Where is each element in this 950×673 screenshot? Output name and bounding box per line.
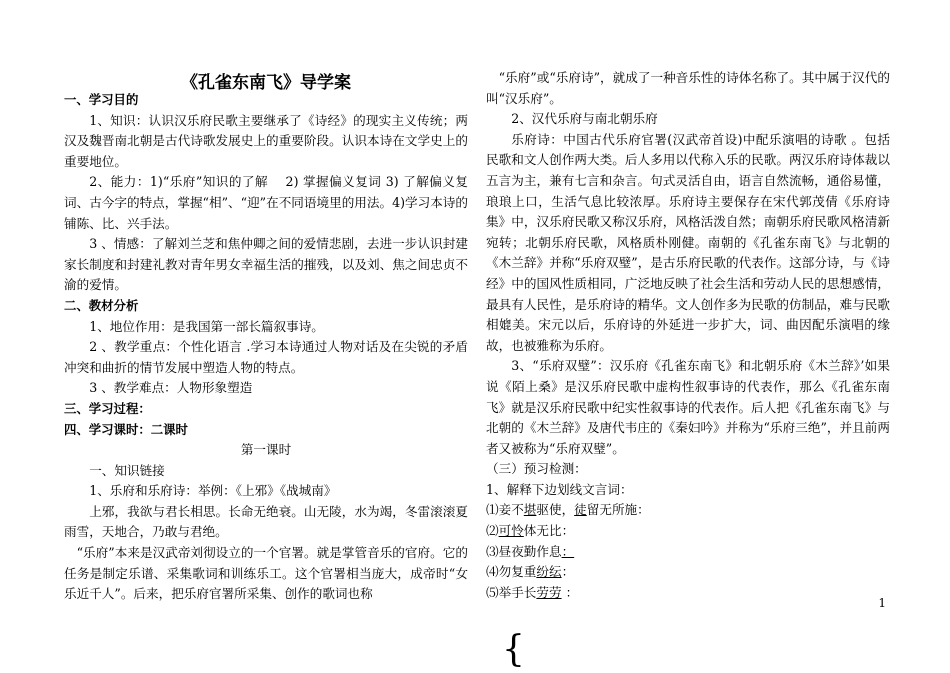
- yuefu-continued: “乐府”或“乐府诗”，就成了一种音乐性的诗体名称了。其中属于汉代的叫“汉乐府”。: [486, 70, 890, 106]
- exercise-text: ⑸: [486, 584, 499, 600]
- knowledge-yuefu-examples: 1、乐府和乐府诗：举例：《上邪》《战城南》: [89, 483, 337, 499]
- exercise-item: [486, 562, 890, 583]
- exercise-text: ：: [561, 584, 579, 600]
- section-heading-hours: 四、学习课时：二课时: [64, 421, 188, 437]
- underlined-word: 劳劳: [536, 584, 562, 600]
- lesson-one-heading: 第一课时: [240, 442, 292, 458]
- analysis-focus: 2 、教学重点：个性化语言 .学习本诗通过人物对话及在尖锐的矛盾冲突和曲折的情节发展中塑造人物的特点。: [64, 339, 468, 375]
- exercise-text: 勿复重: [498, 564, 537, 580]
- poem-shangye: 上邪，我欲与君长相思。长命无绝衰。山无陵，水为竭，冬雷滚滚夏雨雪，天地合，乃敢与君绝。: [64, 503, 468, 540]
- section-heading-goals: 一、学习目的: [64, 92, 139, 107]
- han-nanbei-heading: 2、汉代乐府与南北朝乐府: [511, 111, 658, 127]
- underlined-word: 纷纭: [536, 564, 562, 580]
- analysis-difficulty: 3 、教学难点：人物形象塑造: [89, 380, 253, 396]
- preview-check-heading: （三）预习检测：: [486, 461, 587, 477]
- page-title: 《孔雀东南飞》导学案: [181, 73, 351, 93]
- underlined-word: 可怜: [498, 523, 524, 539]
- section-heading-analysis: 二、教材分析: [64, 297, 139, 313]
- goal-emotion: 3 、情感：了解刘兰芝和焦仲卿之间的爱情悲剧，去进一步认识封建家长制度和封建礼教对青年男女幸福生活的摧残，以及刘、焦之间忠贞不渝的爱情。: [64, 236, 468, 293]
- exercise-text: 留无所施：: [586, 502, 650, 518]
- exercise-text: 昼夜勤作息: [498, 543, 562, 559]
- exercise-text: ⑷: [486, 564, 499, 580]
- yuefu-poetry-description: 乐府诗：中国古代乐府官署(汉武帝首设)中配乐演唱的诗歌 。包括民歌和文人创作两大类。后人多用以代称入乐的民歌。两汉乐府诗体裁以五言为主，兼有七言和杂言。句式灵活自由，语言自然流畅，通俗易懂，琅琅上口，生活气息比较浓厚。乐府诗主要保存在宋代郭茂倩《乐府诗集》中，汉乐府民歌又称汉乐府，风格活泼自然；南朝乐府民歌风格清新宛转；北朝乐府民歌，风格质朴刚健。南朝的《孔雀东南飞》与北朝的《木兰辞》并称“乐府双璧”，是古乐府民歌的代表作。这部分诗，与《诗经》中的国风性质相同，广泛地反映了社会生活和劳动人民的思想感情，最具有人民性，是乐府诗的精华。文人创作多为民歌的仿制品，难与民歌相媲美。宋元以后，乐府诗的外延进一步扩大，词、曲因配乐演唱的缘故，也被雅称为乐府。: [486, 131, 890, 353]
- exercise-list: [486, 500, 890, 603]
- right-column: [486, 0, 890, 603]
- goal-knowledge: 1、知识：认识汉乐府民歌主要继承了《诗经》的现实主义传统；两汉及魏晋南北朝是古代诗歌发展史上的重要阶段。认识本诗在文学史上的重要地位。: [64, 112, 468, 169]
- exercise-text: ⑵: [486, 523, 499, 539]
- exercise-text: 驱使，: [536, 502, 575, 518]
- exercise-instruction: 1、解释下边划线文言词：: [486, 481, 633, 497]
- underlined-word: 堪: [523, 502, 537, 518]
- exercise-text: 举手长: [498, 584, 537, 600]
- exercise-text: ：: [561, 564, 575, 580]
- exercise-item: [486, 500, 890, 521]
- exercise-text: 妾不: [498, 502, 524, 518]
- exercise-item: [486, 583, 890, 604]
- page-number: 1: [878, 596, 886, 610]
- yuefu-shuangbi: 3、“乐府双璧”：汉乐府《孔雀东南飞》和北朝乐府《木兰辞》’如果说《陌上桑》是汉乐府民歌中虚构性叙事诗的代表作，那么《孔雀东南飞》就是汉乐府民歌中纪实性叙事诗的代表作。后人把《孔雀东南飞》与北朝的《木兰辞》及唐代韦庄的《秦妇吟》并称为“乐府三绝”，并且前两者又被称为“乐府双璧”。: [486, 358, 890, 456]
- underlined-word: 徒: [574, 502, 587, 518]
- exercise-text: ⑶: [486, 543, 499, 559]
- exercise-item: [486, 521, 890, 542]
- left-column: [64, 0, 468, 605]
- analysis-role: 1、地位作用：是我国第一部长篇叙事诗。: [89, 318, 324, 334]
- knowledge-link-heading: 一、知识链接: [89, 462, 165, 478]
- underlined-word: ：: [561, 543, 575, 559]
- section-heading-process: 三、学习过程：: [64, 400, 151, 416]
- goal-ability: 2、能力：1)“乐府”知识的了解 2) 掌握偏义复词 3) 了解偏义复词、古今字的特点，掌握“相”、“迎”在不同语境里的用法。4)学习本诗的铺陈、比、兴手法。: [64, 174, 468, 231]
- brace-symbol: {: [502, 629, 525, 670]
- yuefu-intro: “乐府”本来是汉武帝刘彻设立的一个官署。就是掌管音乐的官府。它的任务是制定乐谱、采集歌词和训练乐工。这个官署相当庞大，成帝时“女乐近千人”。后来，把乐府官署所采集、创作的歌词也称: [64, 545, 468, 602]
- exercise-text: 体无比：: [523, 523, 575, 539]
- exercise-item: [486, 542, 890, 563]
- exercise-text: ⑴: [486, 502, 499, 518]
